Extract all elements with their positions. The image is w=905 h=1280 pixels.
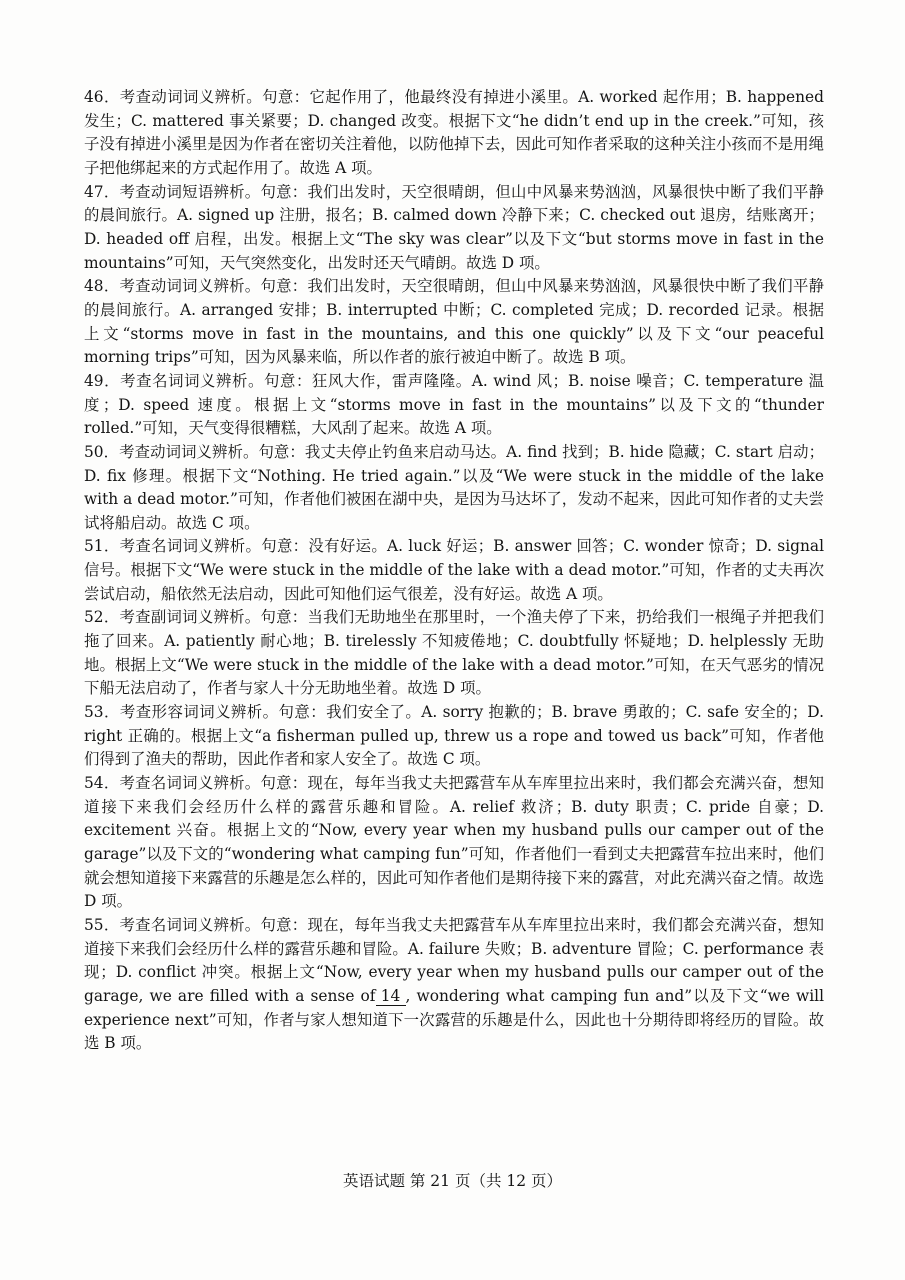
answer-explanations — [84, 86, 824, 1056]
explanation-51: 51．考查名词词义辨析。句意：没有好运。A. luck 好运；B. answer 回答；C. wonder 惊奇；D. signal 信号。根据下文“We were stuck in the middle of the lake with a dead motor.”可知，作者的丈夫再次尝试启动，船依然无法启动，因此可知他们运气很差，没有好运。故选 A 项。 — [84, 537, 824, 603]
explanation-55 — [84, 914, 824, 1056]
explanation-54: 54．考查名词词义辨析。句意：现在，每年当我丈夫把露营车从车库里拉出来时，我们都会充满兴奋，想知道接下来我们会经历什么样的露营乐趣和冒险。A. relief 救济；B. duty 职责；C. pride 自豪；D. excitement 兴奋。根据上文的“Now, every year when my husband pulls our camper out of the garage”以及下文的“wondering what camping fun”可知，作者他们一看到丈夫把露营车拉出来时，他们就会想知道接下来露营的乐趣是怎么样的，因此可知作者他们是期待接下来的露营，对此充满兴奋之情。故选 D 项。 — [84, 774, 824, 911]
explanation-55-after: , wondering what camping fun and”以及下文“we will experience next”可知，作者与家人想知道下一次露营的乐趣是什么，因此也十分期待即将经历的冒险。故选 B 项。 — [84, 986, 824, 1053]
explanation-52: 52．考查副词词义辨析。句意：当我们无助地坐在那里时，一个渔夫停了下来，扔给我们一根绳子并把我们拖了回来。A. patiently 耐心地；B. tirelessly 不知疲倦地；C. doubtfully 怀疑地；D. helplessly 无助地。根据上文“We were stuck in the middle of the lake with a dead motor.”可知，在天气恶劣的情况下船无法启动了，作者与家人十分无助地坐着。故选 D 项。 — [84, 608, 824, 698]
explanation-50: 50．考查动词词义辨析。句意：我丈夫停止钓鱼来启动马达。A. find 找到；B. hide 隐藏；C. start 启动；D. fix 修理。根据下文“Nothing. He tried again.”以及“We were stuck in the middle of the lake with a dead motor.”可知，作者他们被困在湖中央，是因为马达坏了，发动不起来，因此可知作者的丈夫尝试将船启动。故选 C 项。 — [84, 442, 824, 532]
explanation-47: 47．考查动词短语辨析。句意：我们出发时，天空很晴朗，但山中风暴来势汹汹，风暴很快中断了我们平静的晨间旅行。A. signed up 注册，报名；B. calmed down 冷静下来；C. checked out 退房，结账离开；D. headed off 启程，出发。根据上文“The sky was clear”以及下文“but storms move in fast in the mountains”可知，天气突然变化，出发时还天气晴朗。故选 D 项。 — [84, 182, 824, 272]
explanation-55-before: 55．考查名词词义辨析。句意：现在，每年当我丈夫把露营车从车库里拉出来时，我们都会充满兴奋，想知道接下来我们会经历什么样的露营乐趣和冒险。A. failure 失败；B. adventure 冒险；C. performance 表现；D. conflict 冲突。根据上文“Now, every year when my husband pulls our camper out of the garage, we are filled with a sense of — [84, 915, 824, 1005]
explanation-48: 48．考查动词词义辨析。句意：我们出发时，天空很晴朗，但山中风暴来势汹汹，风暴很快中断了我们平静的晨间旅行。A. arranged 安排；B. interrupted 中断；C. completed 完成；D. recorded 记录。根据上文“storms move in fast in the mountains, and this one quickly”以及下文“our peaceful morning trips”可知，因为风暴来临，所以作者的旅行被迫中断了。故选 B 项。 — [84, 277, 824, 367]
explanation-53: 53．考查形容词词义辨析。句意：我们安全了。A. sorry 抱歉的；B. brave 勇敢的；C. safe 安全的；D. right 正确的。根据上文“a fisherman pulled up, threw us a rope and towed us back”可知，作者他们得到了渔夫的帮助，因此作者和家人安全了。故选 C 项。 — [84, 703, 824, 769]
explanation-49: 49．考查名词词义辨析。句意：狂风大作，雷声隆隆。A. wind 风；B. noise 噪音；C. temperature 温度；D. speed 速度。根据上文“storms move in fast in the mountains”以及下文的“thunder rolled.”可知，天气变得很糟糕，大风刮了起来。故选 A 项。 — [84, 371, 824, 438]
explanation-46: 46．考查动词词义辨析。句意：它起作用了，他最终没有掉进小溪里。A. worked 起作用；B. happened 发生；C. mattered 事关紧要；D. changed 改变。根据下文“he didn’t end up in the creek.”可知，孩子没有掉进小溪里是因为作者在密切关注着他，以防他掉下去，因此可知作者采取的这种关注小孩而不是用绳子把他绑起来的方式起作用了。故选 A 项。 — [84, 88, 824, 177]
blank-14: 14 — [376, 987, 406, 1006]
page-footer: 英语试题 第 21 页（共 12 页） — [342, 1172, 563, 1190]
